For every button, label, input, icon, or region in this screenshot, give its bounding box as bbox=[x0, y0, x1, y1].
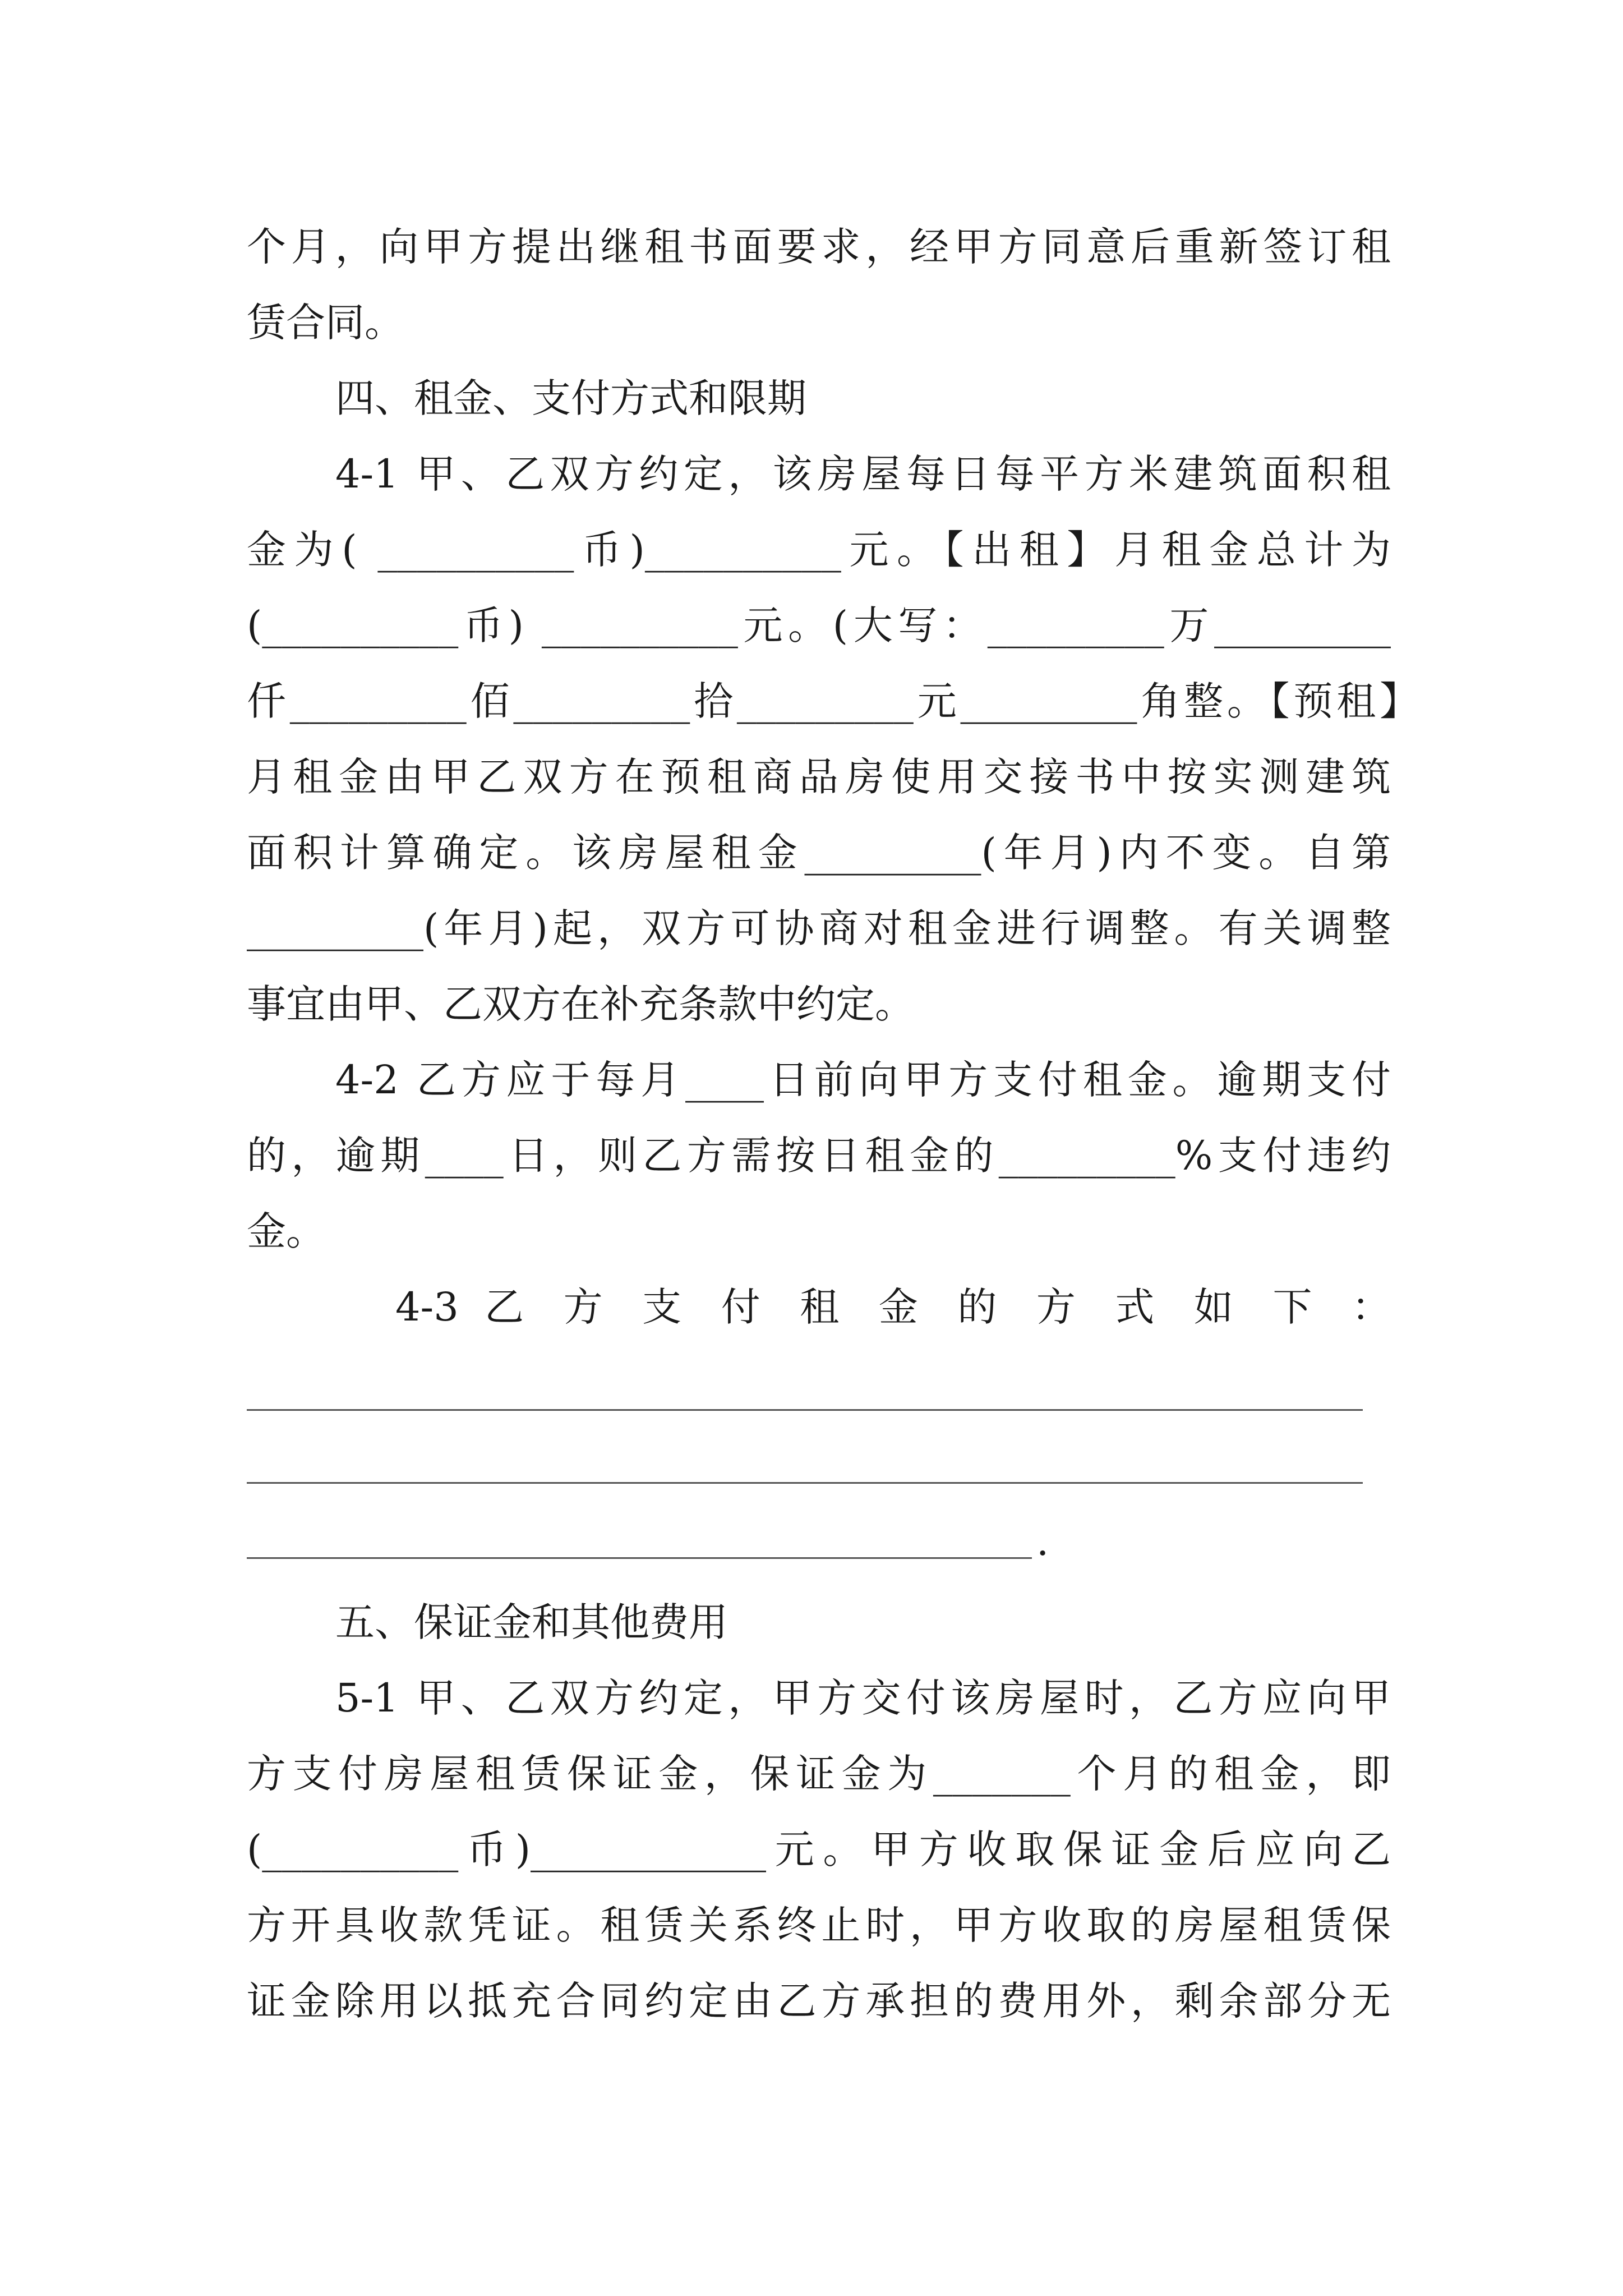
p43-line-1: 4-3 乙 方 支 付 租 金 的 方 式 如 下 ： bbox=[395, 1284, 1391, 1330]
p41-line-1: 4-1 甲、乙双方约定，该房屋每日每平方米建筑面积租 bbox=[335, 451, 1391, 497]
p51-line-3: (__________币)____________元。甲方收取保证金后应向乙 bbox=[247, 1826, 1391, 1872]
p42-line-3: 金。 bbox=[247, 1208, 325, 1254]
blank-line-3 bbox=[247, 1557, 1032, 1559]
p1-line-1: 个月，向甲方提出继租书面要求，经甲方同意后重新签订租 bbox=[247, 224, 1391, 270]
section-heading-5: 五、保证金和其他费用 bbox=[335, 1599, 728, 1645]
p41-line-3: (__________币) __________元。(大写：_________万_________ bbox=[247, 602, 1391, 648]
p51-line-2: 方支付房屋租赁保证金，保证金为_______个月的租金，即 bbox=[247, 1751, 1391, 1797]
p41-line-8: 事宜由甲、乙双方在补充条款中约定。 bbox=[247, 981, 914, 1027]
p51-line-1: 5-1 甲、乙双方约定，甲方交付该房屋时，乙方应向甲 bbox=[335, 1675, 1391, 1721]
section-heading-4: 四、租金、支付方式和限期 bbox=[335, 375, 806, 421]
blank-line-2 bbox=[247, 1482, 1363, 1484]
p41-line-7: _________(年月)起，双方可协商对租金进行调整。有关调整 bbox=[247, 905, 1391, 951]
p51-line-5: 证金除用以抵充合同约定由乙方承担的费用外，剩余部分无 bbox=[247, 1978, 1391, 2024]
p41-line-6: 面积计算确定。该房屋租金_________(年月)内不变。自第 bbox=[247, 830, 1391, 876]
p1-line-2: 赁合同。 bbox=[247, 300, 404, 346]
p51-line-4: 方开具收款凭证。租赁关系终止时，甲方收取的房屋租赁保 bbox=[247, 1902, 1391, 1948]
blank-line-1 bbox=[247, 1409, 1363, 1411]
p41-line-2: 金为( __________币)__________元。【出租】月租金总计为 bbox=[247, 527, 1391, 573]
p41-line-4: 仟_________佰_________拾_________元_________角整。【预租】 bbox=[247, 678, 1419, 724]
p42-line-1: 4-2 乙方应于每月____日前向甲方支付租金。逾期支付 bbox=[335, 1057, 1391, 1103]
end-period: . bbox=[1036, 1519, 1049, 1565]
p42-line-2: 的，逾期____日，则乙方需按日租金的_________%支付违约 bbox=[247, 1133, 1391, 1179]
p41-line-5: 月租金由甲乙双方在预租商品房使用交接书中按实测建筑 bbox=[247, 754, 1391, 800]
